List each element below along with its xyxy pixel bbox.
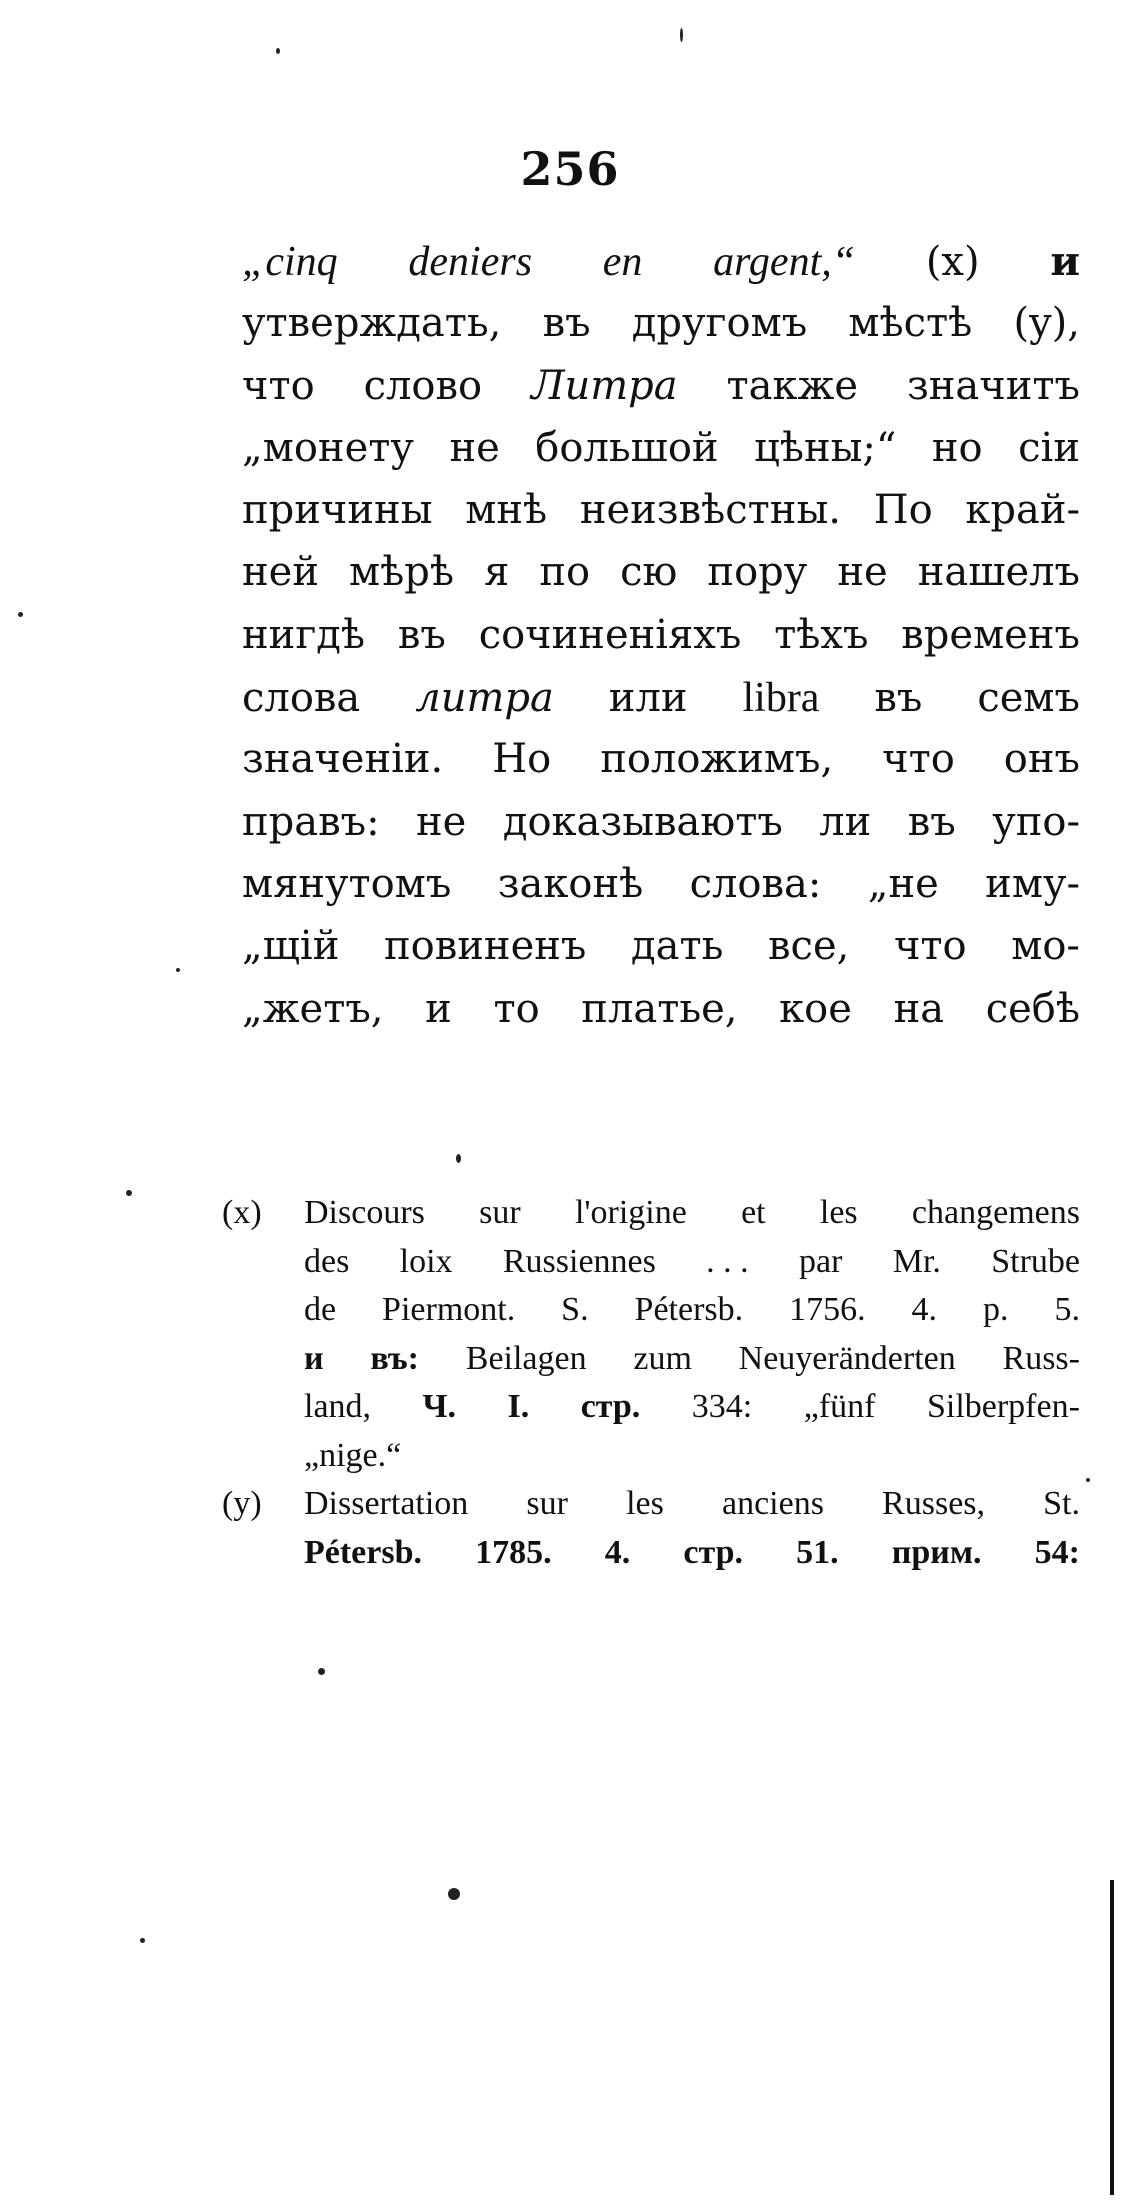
- word: Russ-: [1002, 1339, 1080, 1377]
- word: Ч.: [422, 1388, 456, 1425]
- text-line: [242, 674, 1080, 736]
- word: et: [741, 1194, 766, 1231]
- word: стр.: [683, 1533, 744, 1571]
- word: себѣ: [985, 985, 1080, 1032]
- word: въ: [874, 675, 923, 722]
- word: и: [425, 985, 452, 1032]
- footnote-x-line: [222, 1340, 1080, 1389]
- scan-speck: [680, 28, 683, 42]
- scan-speck: [18, 612, 23, 617]
- word: кое: [779, 985, 852, 1032]
- word: въ:: [370, 1339, 420, 1377]
- word: не: [837, 549, 888, 596]
- footnote-x-line: [222, 1194, 1080, 1243]
- word: ней: [242, 549, 319, 596]
- word: край-: [965, 487, 1080, 534]
- word: пору: [707, 549, 808, 596]
- word: то: [493, 985, 540, 1032]
- scan-speck: [318, 1668, 325, 1675]
- word: 1756.: [789, 1291, 866, 1328]
- word: 1785.: [475, 1533, 552, 1571]
- word: сю: [620, 549, 678, 596]
- word: но: [931, 424, 983, 471]
- word: par: [798, 1242, 843, 1280]
- word: также: [726, 362, 858, 409]
- word: мѣрѣ: [349, 549, 455, 596]
- scan-edge-shadow: [1110, 1880, 1114, 2195]
- word: иму-: [985, 860, 1080, 907]
- text-line: [242, 487, 1080, 549]
- word: что: [242, 362, 315, 409]
- word: мо-: [1011, 923, 1080, 970]
- word: нашелъ: [917, 549, 1080, 596]
- word: Beilagen: [465, 1339, 587, 1377]
- word: сіи: [1018, 424, 1080, 471]
- word: положимъ,: [600, 736, 834, 783]
- text-line: [242, 363, 1080, 425]
- word: (y),: [1013, 300, 1080, 347]
- word: и: [1050, 238, 1080, 285]
- scan-speck: [140, 1938, 145, 1943]
- word: или: [608, 675, 688, 722]
- word: мянутомъ: [242, 860, 452, 907]
- word: sur: [526, 1485, 568, 1522]
- scan-speck: [456, 1154, 461, 1163]
- word: Литра: [531, 362, 678, 409]
- word: слова:: [689, 860, 822, 907]
- text-line: [242, 923, 1080, 985]
- word: значитъ: [906, 362, 1080, 409]
- word: 5.: [1054, 1291, 1080, 1328]
- word: все,: [768, 923, 850, 970]
- word: что: [893, 923, 967, 970]
- word: „fünf: [803, 1388, 876, 1425]
- word: платье,: [581, 985, 738, 1032]
- text-line: [242, 986, 1080, 1048]
- text-line: [242, 736, 1080, 798]
- footnote-x-line: [222, 1243, 1080, 1292]
- word: значеніи.: [242, 736, 444, 783]
- word: сочиненіяхъ: [478, 611, 742, 658]
- word: l'origine: [574, 1194, 687, 1231]
- word: законѣ: [497, 860, 644, 907]
- word: deniers: [408, 239, 533, 285]
- word: St.: [1043, 1485, 1080, 1522]
- word: другомъ: [631, 300, 808, 347]
- text-line: [242, 861, 1080, 923]
- word: повиненъ: [384, 923, 587, 970]
- word: en: [602, 239, 643, 285]
- word: Piermont.: [382, 1291, 516, 1328]
- word: По: [873, 487, 933, 534]
- scan-speck: [276, 48, 280, 54]
- word: ли: [819, 798, 872, 845]
- word: доказываютъ: [502, 798, 783, 845]
- word: большой: [535, 424, 719, 471]
- word: 4.: [911, 1291, 938, 1328]
- word: не: [449, 424, 500, 471]
- word: I.: [507, 1388, 530, 1425]
- word: zum: [633, 1339, 692, 1377]
- word: Russiennes: [502, 1242, 656, 1280]
- word: Russes,: [882, 1485, 986, 1522]
- word: и: [304, 1339, 324, 1377]
- word: неизвѣстны.: [579, 487, 842, 534]
- footnote-x-line: [222, 1291, 1080, 1340]
- word: въ: [397, 611, 446, 658]
- page-number: 256: [520, 142, 620, 196]
- word: 334:: [691, 1388, 753, 1425]
- word: . . .: [706, 1242, 749, 1280]
- word: семъ: [977, 675, 1080, 722]
- word: слова: [242, 675, 361, 722]
- word: argent,“: [713, 239, 856, 285]
- word: Pétersb.: [634, 1291, 744, 1328]
- footnote-x-line: [222, 1437, 1080, 1486]
- word: changemens: [911, 1194, 1080, 1231]
- word: нигдѣ: [242, 611, 366, 658]
- word: des: [304, 1242, 350, 1280]
- text-line: [242, 549, 1080, 611]
- word: что: [882, 736, 955, 783]
- word: de: [304, 1291, 337, 1328]
- word: Discours: [304, 1194, 425, 1231]
- word: 54:: [1034, 1533, 1080, 1571]
- word: S.: [561, 1291, 589, 1328]
- word: утверждать,: [242, 300, 502, 347]
- word: дать: [631, 923, 724, 970]
- word: p.: [983, 1291, 1009, 1328]
- word: „монету: [242, 424, 414, 471]
- word: 4.: [604, 1533, 631, 1571]
- scan-speck: [176, 968, 180, 972]
- word: онъ: [1003, 736, 1080, 783]
- word: anciens: [721, 1485, 824, 1522]
- word: на: [893, 985, 945, 1032]
- word: „не: [867, 860, 939, 907]
- word: les: [819, 1194, 858, 1231]
- text-line: [242, 238, 1080, 300]
- word: тѣхъ: [774, 611, 869, 658]
- footnote-y-line: [222, 1485, 1080, 1534]
- text-line: [242, 799, 1080, 861]
- word: слово: [363, 362, 483, 409]
- scan-speck: [448, 1888, 460, 1900]
- word: Dissertation: [304, 1485, 469, 1522]
- footnote-mark-y: (y): [222, 1485, 262, 1522]
- word: Pétersb.: [304, 1533, 423, 1571]
- scan-speck: [126, 1190, 132, 1196]
- word: Strube: [991, 1242, 1080, 1280]
- word: les: [626, 1485, 664, 1522]
- word: мнѣ: [465, 487, 548, 534]
- word: 51.: [796, 1533, 839, 1571]
- word: въ: [907, 798, 956, 845]
- word: Mr.: [892, 1242, 941, 1280]
- word: не: [416, 798, 467, 845]
- word: Silberpfen-: [926, 1388, 1080, 1425]
- footnote-mark-x: (x): [222, 1194, 262, 1231]
- text-line: [242, 425, 1080, 487]
- word: „жетъ,: [242, 985, 384, 1032]
- main-text-block: [242, 238, 1080, 1048]
- word: loix: [399, 1242, 453, 1280]
- word: я: [484, 549, 510, 596]
- scan-speck: [1086, 1478, 1090, 1482]
- word: мѣстѣ: [848, 300, 973, 347]
- word: правъ:: [242, 798, 380, 845]
- word: цѣны;“: [754, 424, 897, 471]
- word: Но: [492, 736, 552, 783]
- word: „щій: [242, 923, 340, 970]
- word: „cinq: [242, 239, 338, 285]
- word: въ: [542, 300, 591, 347]
- word: Neuyeränderten: [738, 1339, 956, 1377]
- word: land,: [304, 1388, 372, 1425]
- word: упо-: [992, 798, 1080, 845]
- word: причины: [242, 487, 433, 534]
- word: (x): [925, 239, 980, 285]
- text-line: [242, 612, 1080, 674]
- footnotes: [222, 1194, 1080, 1582]
- text-line: [242, 300, 1080, 362]
- word: libra: [742, 675, 820, 722]
- footnote-x-line: [222, 1388, 1080, 1437]
- word: прим.: [891, 1533, 982, 1571]
- word: по: [539, 549, 591, 596]
- footnote-y-line: [222, 1534, 1080, 1583]
- word: стр.: [580, 1388, 641, 1425]
- word: „nige.“: [304, 1436, 402, 1474]
- word: sur: [479, 1194, 521, 1231]
- word: временъ: [901, 611, 1080, 658]
- word: литра: [415, 675, 554, 722]
